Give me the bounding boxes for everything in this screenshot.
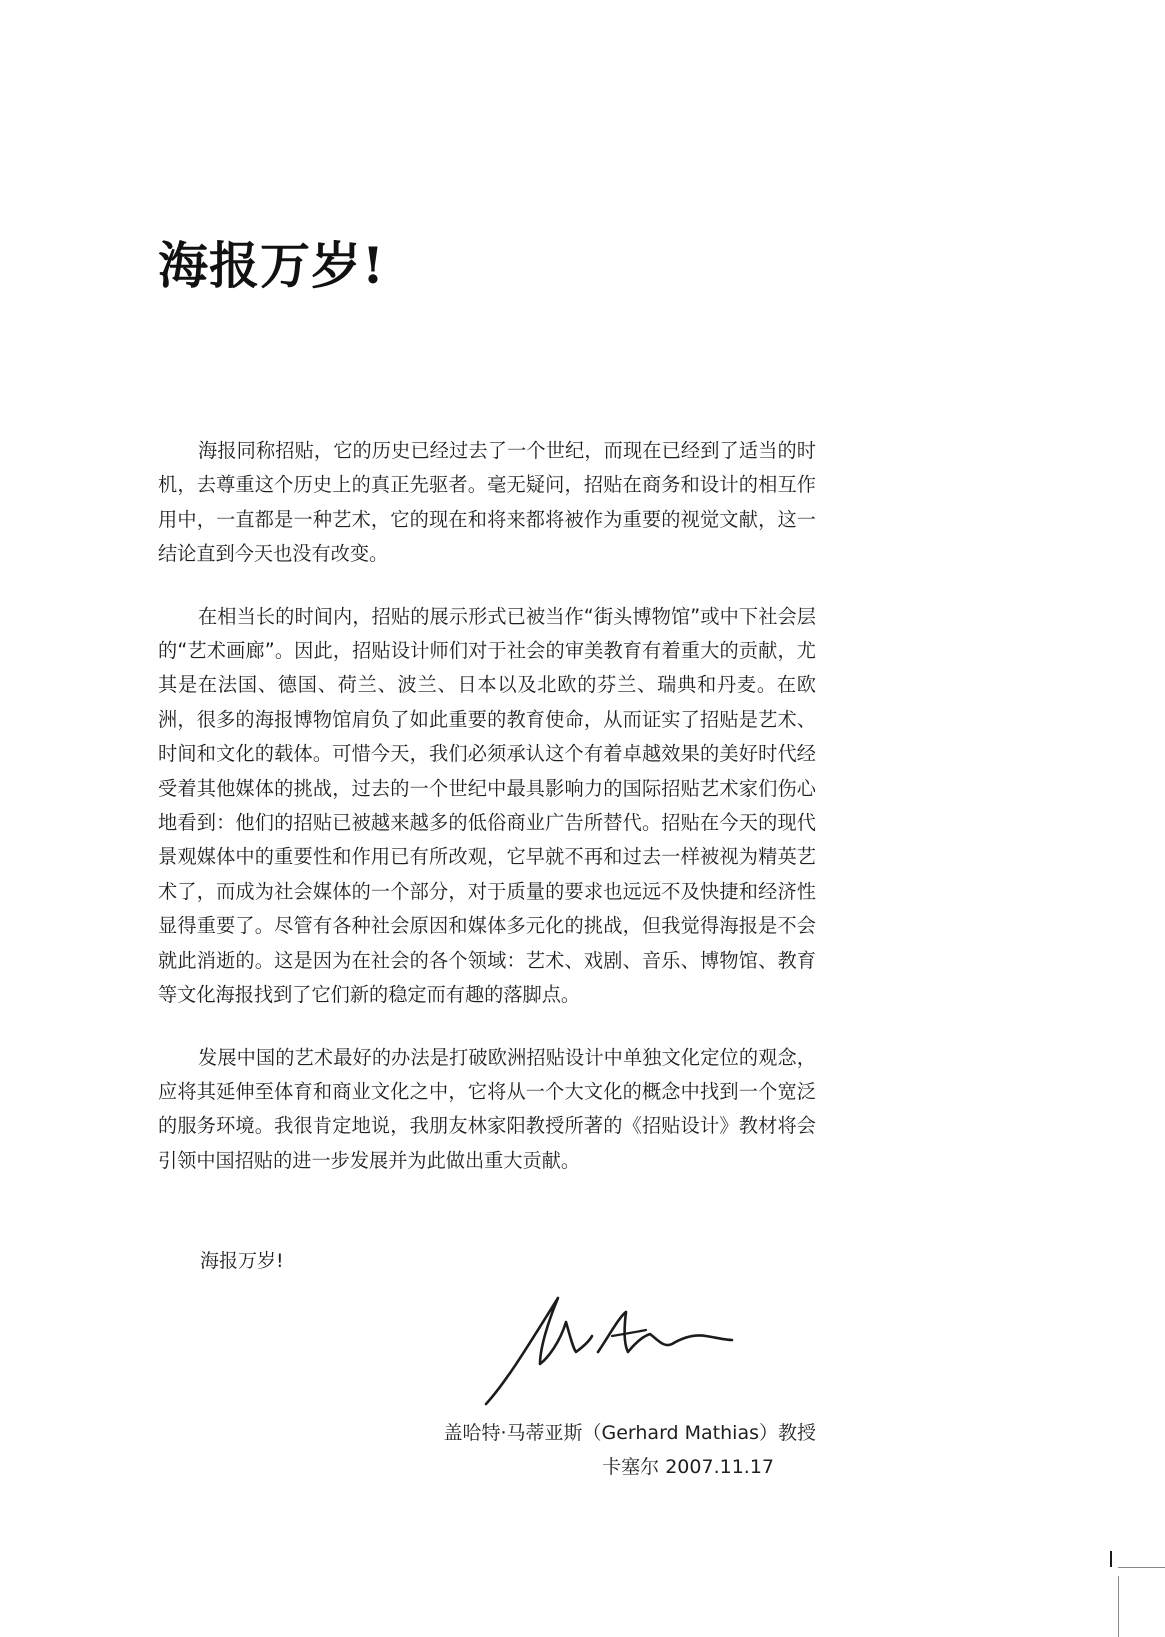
paragraph-3: 发展中国的艺术最好的办法是打破欧洲招贴设计中单独文化定位的观念，应将其延伸至体育和商业文化之中，它将从一个大文化的概念中找到一个宽泛的服务环境。我很肯定地说，我朋友林家阳教授所著的《招贴设计》教材将会引领中国招贴的进一步发展并为此做出重大贡献。 bbox=[158, 1045, 816, 1172]
page-marker bbox=[1110, 1551, 1112, 1567]
article-body bbox=[158, 434, 816, 1178]
edge-rule bbox=[1118, 1567, 1165, 1568]
signature-block bbox=[443, 1416, 816, 1484]
signature-place-date: 卡塞尔 2007.11.17 bbox=[602, 1456, 774, 1478]
closing-line: 海报万岁! bbox=[200, 1250, 284, 1272]
handwritten-signature bbox=[474, 1292, 764, 1412]
paragraph-2: 在相当长的时间内，招贴的展示形式已被当作“街头博物馆”或中下社会层的“艺术画廊”。因此，招贴设计师们对于社会的审美教育有着重大的贡献，尤其是在法国、德国、荷兰、波兰、日本以及北欧的芬兰、瑞典和丹麦。在欧洲，很多的海报博物馆肩负了如此重要的教育使命，从而证实了招贴是艺术、时间和文化的载体。可惜今天，我们必须承认这个有着卓越效果的美好时代经受着其他媒体的挑战，过去的一个世纪中最具影响力的国际招贴艺术家们伤心地看到：他们的招贴已被越来越多的低俗商业广告所替代。招贴在今天的现代景观媒体中的重要性和作用已有所改观，它早就不再和过去一样被视为精英艺术了，而成为社会媒体的一个部分，对于质量的要求也远远不及快捷和经济性显得重要了。尽管有各种社会原因和媒体多元化的挑战，但我觉得海报是不会就此消逝的。这是因为在社会的各个领域：艺术、戏剧、音乐、博物馆、教育等文化海报找到了它们新的稳定而有趣的落脚点。 bbox=[158, 604, 816, 1007]
paragraph-1: 海报同称招贴，它的历史已经过去了一个世纪，而现在已经到了适当的时机，去尊重这个历史上的真正先驱者。毫无疑问，招贴在商务和设计的相互作用中，一直都是一种艺术，它的现在和将来都将被作为重要的视觉文献，这一结论直到今天也没有改变。 bbox=[158, 439, 816, 566]
edge-rule-vertical bbox=[1118, 1576, 1119, 1637]
page-title: 海报万岁! bbox=[158, 236, 385, 295]
signature-author: 盖哈特·马蒂亚斯（Gerhard Mathias）教授 bbox=[443, 1422, 816, 1444]
